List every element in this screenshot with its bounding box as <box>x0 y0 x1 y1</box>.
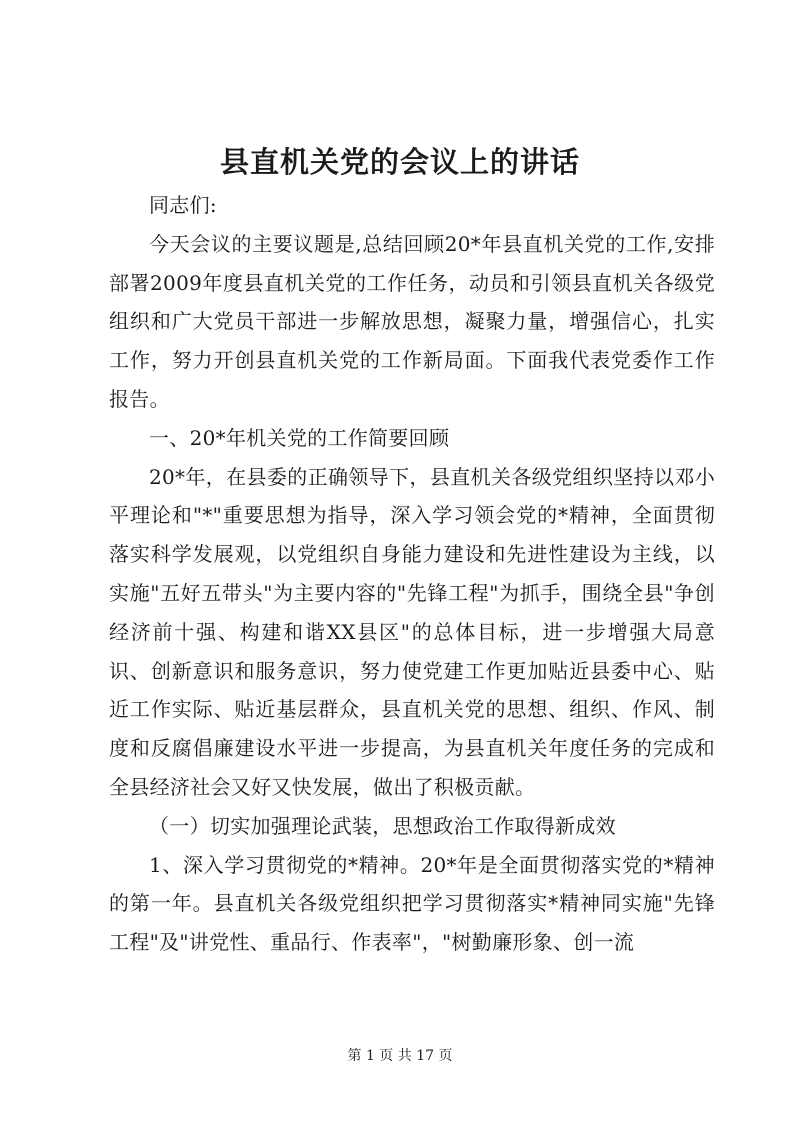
document-title: 县直机关党的会议上的讲话 <box>219 145 580 179</box>
paragraph-item-1: 1、深入学习贯彻党的*精神。20*年是全面贯彻落实党的*精神的第一年。县直机关各级党组织把学习贯彻落实*精神同实施"先锋工程"及"讲党性、重品行、作表率"，"树勤廉形象、创一流 <box>109 852 715 955</box>
page-number: 第 1 页 共 17 页 <box>347 1048 453 1064</box>
paragraph-review: 20*年，在县委的正确领导下，县直机关各级党组织坚持以邓小平理论和"*"重要思想为指导，深入学习领会党的*精神，全面贯彻落实科学发展观，以党组织自身能力建设和先进性建设为主线，以实施"五好五带头"为主要内容的"先锋工程"为抓手，围绕全县"争创经济前十强、构建和谐XX县区"的总体目标，进一步增强大局意识、创新意识和服务意识，努力使党建工作更加贴近县委中心、贴近工作实际、贴近基层群众，县直机关党的思想、组织、作风、制度和反腐倡廉建设水平进一步提高，为县直机关年度任务的完成和全县经济社会又好又快发展，做出了积极贡献。 <box>109 464 715 799</box>
paragraph-intro: 今天会议的主要议题是,总结回顾20*年县直机关党的工作,安排部署2009年度县直机关党的工作任务，动员和引领县直机关各级党组织和广大党员干部进一步解放思想，凝聚力量，增强信心，扎实工作，努力开创县直机关党的工作新局面。下面我代表党委作工作报告。 <box>109 231 715 411</box>
subsection-heading-1: （一）切实加强理论武装，思想政治工作取得新成效 <box>149 813 616 838</box>
salutation: 同志们: <box>149 193 217 217</box>
section-heading-1: 一、20*年机关党的工作简要回顾 <box>149 425 450 450</box>
document-body <box>109 186 715 962</box>
